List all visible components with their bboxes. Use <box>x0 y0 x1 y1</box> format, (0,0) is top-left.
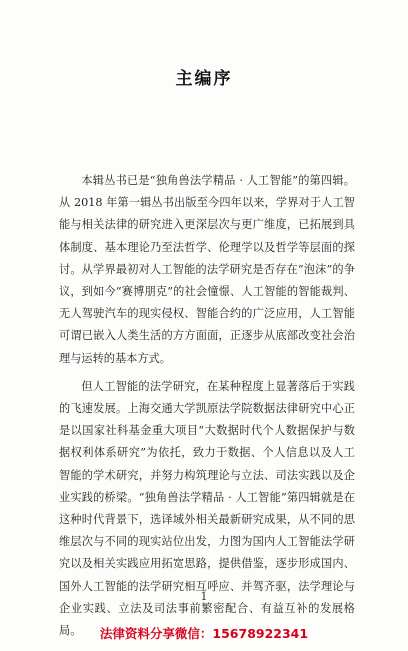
footer-banner: 法律资料分享微信：15678922341 <box>99 626 309 641</box>
preface-body <box>59 170 355 648</box>
paragraph-2: 但人工智能的法学研究，在某种程度上显著落后于实践的飞速发展。上海交通大学凯原法学院数据法律研究中心正是以国家社科基金重大项目“大数据时代个人数据保护与数据权利体系研究”为依托，致力于数据、个人信息以及人工智能的学术研究，并努力构筑理论与立法、司法实践以及企业实践的桥梁。“独角兽法学精品 · 人工智能”第四辑就是在这种时代背景下，选译域外相关最新研究成果，从不同的思维层次与不同的现实站位出发，力图为国内人工智能法学研究以及相关实践应用拓宽思路，提供借鉴，逐步形成国内、国外人工智能的法学研究相互呼应、并驾齐驱，法学理论与企业实践、立法及司法事前繁密配合、有益互补的发展格局。 <box>59 379 355 638</box>
page-number: 1 <box>200 590 208 603</box>
page-title: 主编序 <box>175 69 233 89</box>
paragraph-1: 本辑丛书已是“独角兽法学精品 · 人工智能”的第四辑。从 2018 年第一辑丛书出版至今四年以来，学界对于人工智能与相关法律的研究进入更深层次与更广维度，已拓展到具体制度、基本理论乃至法哲学、伦理学以及哲学等层面的探讨。从学界最初对人工智能的法学研究是否存在“泡沫”的争议，到如今“赛博朋克”的社会憧憬、人工智能的智能裁判、无人驾驶汽车的现实侵权、智能合约的广泛应用，人工智能可谓已嵌入人类生活的方方面面，正逐步从底部改变社会治理与运转的基本方式。 <box>59 174 355 365</box>
